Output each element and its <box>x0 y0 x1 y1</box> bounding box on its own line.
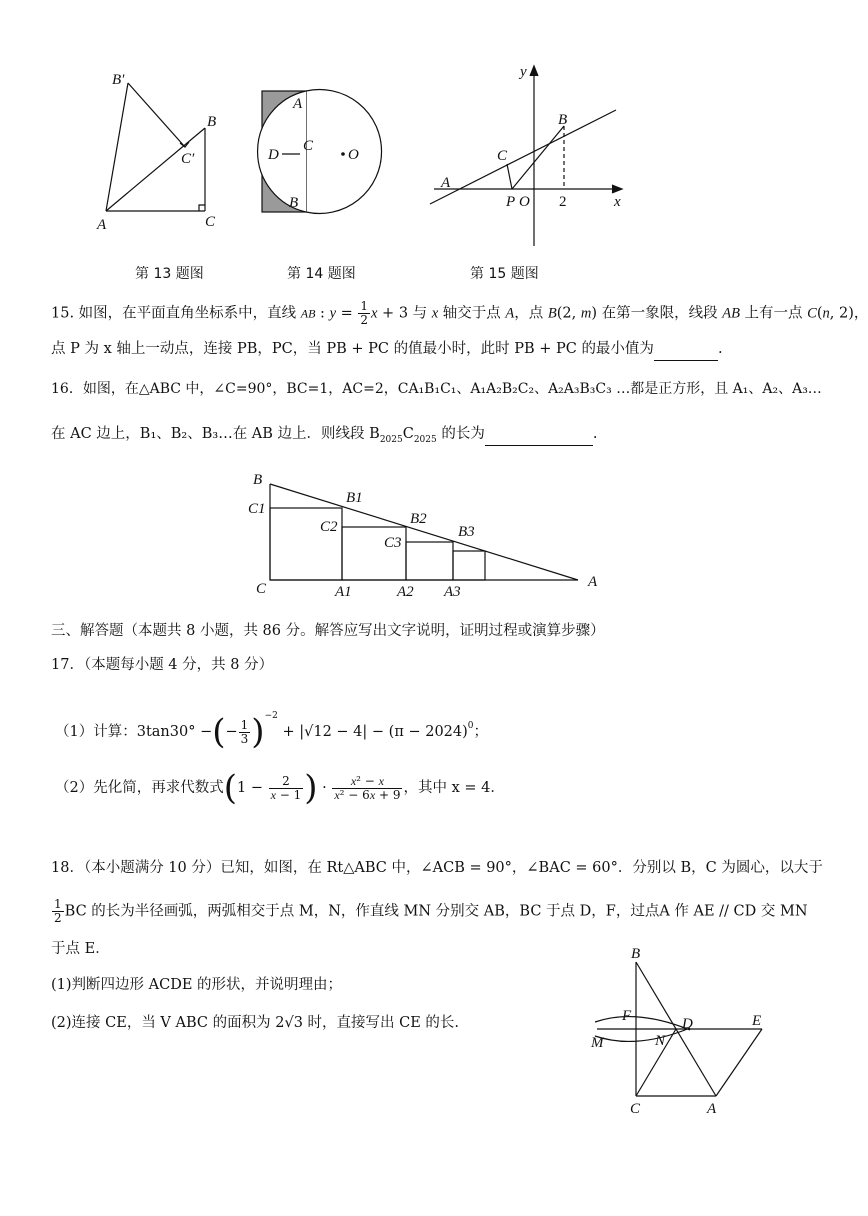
q15-text: ，点 <box>514 305 548 322</box>
section-3-header: 三、解答题（本题共 8 小题，共 86 分。解答应写出文字说明，证明过程或演算步骤） <box>51 623 605 639</box>
fig18-label: D <box>682 1016 693 1032</box>
figure-13-labels <box>96 72 216 233</box>
fig16-label: C1 <box>248 501 266 517</box>
fig15-label: y <box>520 64 527 80</box>
fig15-label: O <box>519 194 530 210</box>
figure-18 <box>595 962 762 1096</box>
figure-13 <box>106 83 205 211</box>
fig15-label: P <box>506 194 516 210</box>
fig14-label: A <box>293 96 303 112</box>
q15-text: 在第一象限，线段 <box>597 305 723 322</box>
fig18-label: B <box>631 946 641 962</box>
fig16-label: A3 <box>444 584 461 600</box>
fig18-label: C <box>630 1101 641 1117</box>
q18-line-1: 18．（本小题满分 10 分）已知，如图，在 Rt△ABC 中，∠ACB = 90°，∠BAC = 60°．分别以 B，C 为圆心，以大于 <box>51 860 823 876</box>
fig16-label: A2 <box>397 584 414 600</box>
fig16-label: B2 <box>410 511 427 527</box>
fig15-label: B <box>558 112 568 128</box>
fig18-label: F <box>622 1008 632 1024</box>
fig15-label: C <box>497 148 508 164</box>
fig13-label: B′ <box>112 72 125 88</box>
fig18-label: A <box>707 1101 717 1117</box>
q15-text: 与 <box>408 305 432 322</box>
q18-line-3: 于点 E． <box>51 941 110 957</box>
fig14-label: O <box>348 147 359 163</box>
fig15-label: A <box>441 175 451 191</box>
fig16-label: C <box>256 581 267 597</box>
fig14-label: D <box>268 147 279 163</box>
fig18-label: E <box>752 1013 762 1029</box>
fig16-label: C3 <box>384 535 402 551</box>
fig15-label: 2 <box>559 194 567 210</box>
q15-line-2: 点 P 为 x 轴上一动点，连接 PB，PC，当 PB + PC 的值最小时，此时 PB + PC 的最小值为 . <box>51 338 723 361</box>
answer-blank[interactable] <box>654 338 718 361</box>
q17-part-1: （1）计算：3tan30° −(− $\frac{1}{3}$ )$^{-2} + |√12 - 4| - (\pi - 2024)^0$； <box>55 711 489 752</box>
fig13-label: B <box>207 114 217 130</box>
fig13-label: A <box>97 217 107 233</box>
figure-15-labels <box>440 64 621 210</box>
fig16-label: A1 <box>335 584 352 600</box>
fig15-label: x <box>614 194 621 210</box>
fig16-label: B1 <box>346 490 363 506</box>
q15-line-1: 15. 如图，在平面直角坐标系中，直线 AB : y = $\frac{1}{2}$ x + 3 与 x 轴交于点 A，点 B(2, m) 在第一象限，线段 AB 上有一点 C(n, 2)， <box>51 299 868 327</box>
fig14-label: C <box>303 138 314 154</box>
q16-line-2: 在 AC 边上，B₁、B₂、B₃…在 AB 边上．则线段 $B_{2025}C_{2025}$ 的长为 . <box>51 423 597 451</box>
fig13-label: C <box>205 214 216 230</box>
q18-part-2: (2)连接 CE，当 V ABC 的面积为 2√3 时，直接写出 CE 的长. <box>51 1015 460 1031</box>
q16-line-1: 16．如图，在△ABC 中，∠C=90°，BC=1，AC=2，CA₁B₁C₁、A₁A₂B₂C₂、A₂A₃B₃C₃ …都是正方形，且 A₁、A₂、A₃… <box>51 381 822 397</box>
fig13-label: C′ <box>181 151 195 167</box>
figure-16 <box>270 484 578 580</box>
q17-header: 17．（本题每小题 4 分，共 8 分） <box>51 657 274 673</box>
figure-16-labels <box>248 472 598 600</box>
q15-text: 15. 如图，在平面直角坐标系中，直线 <box>51 305 301 322</box>
figure-15 <box>430 66 622 246</box>
q18-line-2: $\frac{1}{2}$ BC 的长为半径画弧，两弧相交于点 M，N，作直线 MN 分别交 AB，BC 于点 D，F，过点A 作 AE // CD 交 MN <box>54 897 808 925</box>
fig16-label: B <box>253 472 263 488</box>
caption-q13: 第 13 题图 <box>135 266 204 282</box>
answer-blank[interactable] <box>485 423 593 446</box>
q15-text: 点 P 为 x 轴上一动点，连接 PB，PC，当 PB + PC 的值最小时，此时 PB + PC 的最小值为 <box>51 341 654 357</box>
caption-q14: 第 14 题图 <box>287 266 356 282</box>
q15-text: 轴交于点 <box>438 305 506 322</box>
figure-18-labels <box>590 946 761 1117</box>
fig16-label: C2 <box>320 519 338 535</box>
fig16-label: B3 <box>458 524 475 540</box>
q18-part-1: (1)判断四边形 ACDE 的形状，并说明理由； <box>51 977 343 993</box>
fig16-label: A <box>588 574 598 590</box>
fig18-label: M <box>591 1035 604 1051</box>
fig18-label: N <box>655 1033 666 1049</box>
fig14-label: B <box>289 195 299 211</box>
q17-part-2: （2）先化简，再求代数式(1 − $\frac{2}{x - 1}$ ) · $\frac{\text{x² − x}}{\text{x² − 6x + 9}}$ ，其中 x = 4． <box>55 768 505 808</box>
q15-text: 上有一点 <box>739 305 808 322</box>
caption-q15: 第 15 题图 <box>470 266 539 282</box>
